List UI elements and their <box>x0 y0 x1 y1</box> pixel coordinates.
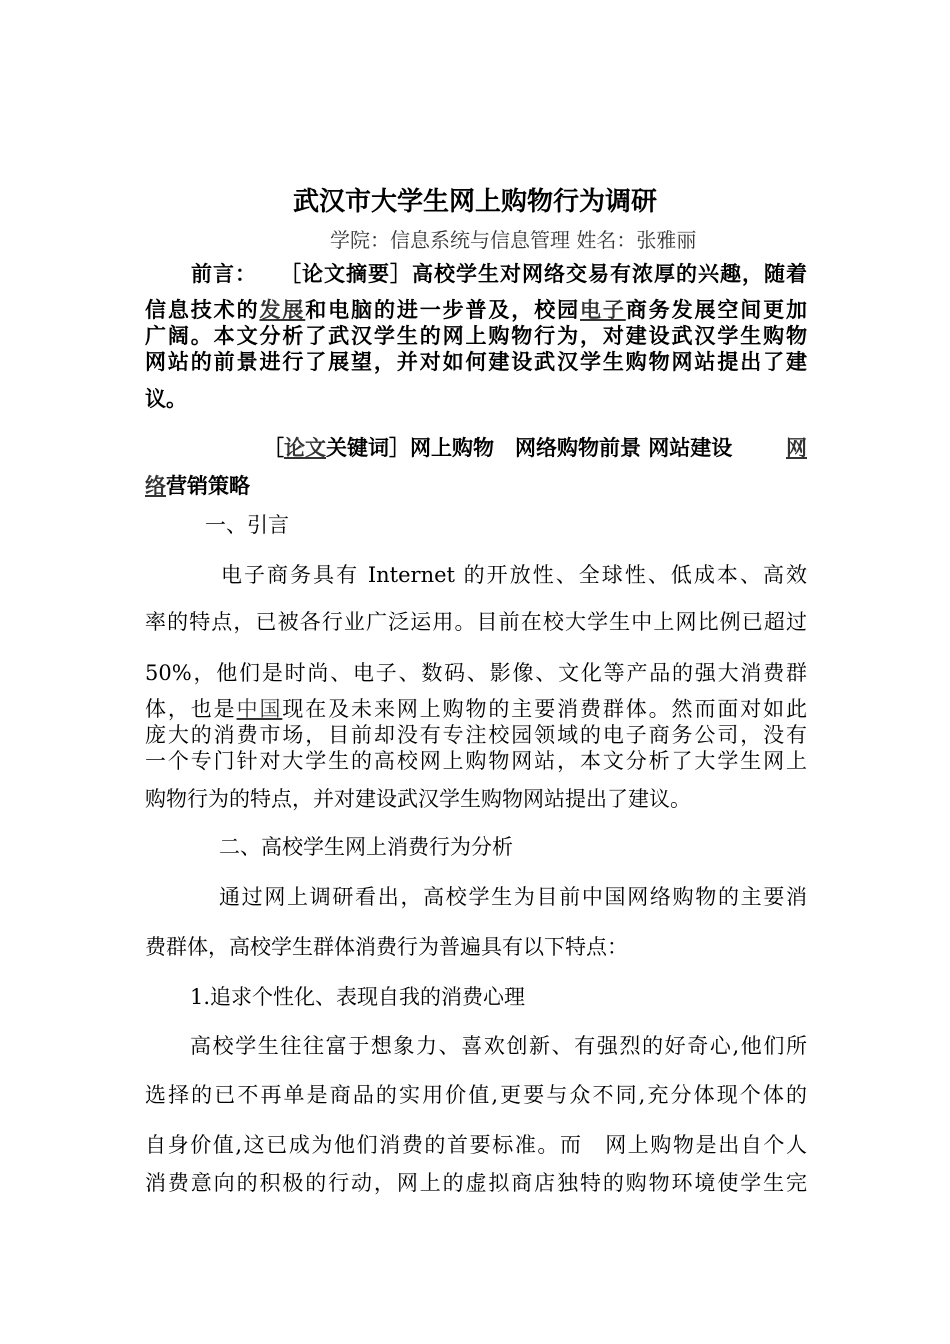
link-fazhan[interactable]: 发展 <box>259 298 306 322</box>
para-line: 高校学生往往富于想象力、喜欢创新、有强烈的好奇心,他们所 <box>190 1034 807 1058</box>
para-line: 费群体，高校学生群体消费行为普遍具有以下特点： <box>145 935 628 959</box>
para-line: 选择的已不再单是商品的实用价值,更要与众不同,充分体现个体的 <box>145 1083 807 1107</box>
abstract-text: 信息技术的 <box>145 298 260 322</box>
para-line: 消费意向的积极的行动，网上的虚拟商店独特的购物环境使学生完 <box>145 1171 807 1195</box>
keywords-line-2 <box>145 472 807 500</box>
para-line <box>145 695 807 723</box>
para-text: 体，也是 <box>145 697 237 721</box>
para-line: 购物行为的特点，并对建设武汉学生购物网站提出了建议。 <box>145 787 691 811</box>
para-line: 通过网上调研看出，高校学生为目前中国网络购物的主要消 <box>219 885 807 909</box>
para-line: 庞大的消费市场，目前却没有专注校园领域的电子商务公司，没有 <box>145 723 807 747</box>
abstract-line-3: 广阔。本文分析了武汉学生的网上购物行为，对建设武汉学生购物 <box>145 324 807 348</box>
para-line: 自身价值,这已成为他们消费的首要标准。而 网上购物是出自个人 <box>145 1133 807 1157</box>
abstract-tag: ［论文摘要］ <box>279 262 412 286</box>
keywords-tail: 营销策略 <box>166 474 250 498</box>
para-text: 电子商务具有 Internet 的开放性、全球性、低成本、高效 <box>221 563 807 587</box>
abstract-line-4: 网站的前景进行了展望，并对如何建设武汉学生购物网站提出了建 <box>145 350 807 374</box>
link-wangluo-a[interactable]: 网 <box>786 436 807 460</box>
abstract-line-1 <box>145 260 807 288</box>
para-line: 50%，他们是时尚、电子、数码、影像、文化等产品的强大消费群 <box>145 661 807 685</box>
subsection-heading-1: 1.追求个性化、表现自我的消费心理 <box>190 985 526 1009</box>
abstract-line-2 <box>145 296 807 324</box>
keywords-bracket: ［ <box>263 436 284 460</box>
link-dianzi[interactable]: 电子 <box>579 298 626 322</box>
para-text: 现在及未来网上购物的主要消费群体。然而面对如此 <box>282 697 808 721</box>
keywords-line-1 <box>145 434 807 462</box>
doc-title: 武汉市大学生网上购物行为调研 <box>292 187 657 217</box>
abstract-text: 商务发展空间更加 <box>625 298 808 322</box>
doc-byline: 学院：信息系统与信息管理 姓名：张雅丽 <box>330 228 697 252</box>
para-line: 率的特点，已被各行业广泛运用。目前在校大学生中上网比例已超过 <box>145 610 807 634</box>
section-heading-1: 一、引言 <box>205 513 289 537</box>
para-line: 一个专门针对大学生的高校网上购物网站，本文分析了大学生网上 <box>145 749 807 773</box>
abstract-lead: 前言： <box>190 262 257 286</box>
link-lunwen[interactable]: 论文 <box>284 436 326 460</box>
section-heading-2: 二、高校学生网上消费行为分析 <box>219 835 513 859</box>
link-wangluo-b[interactable]: 络 <box>145 474 166 498</box>
abstract-text: 高校学生对网络交易有浓厚的兴趣，随着 <box>412 262 807 286</box>
keywords-label: 关键词］ <box>326 436 410 460</box>
link-zhongguo[interactable]: 中国 <box>236 697 283 721</box>
keywords-terms: 网上购物 网络购物前景 网站建设 <box>410 436 754 460</box>
para-line <box>145 561 807 589</box>
abstract-line-5: 议。 <box>145 387 187 411</box>
abstract-text: 和电脑的进一步普及，校园 <box>305 298 580 322</box>
